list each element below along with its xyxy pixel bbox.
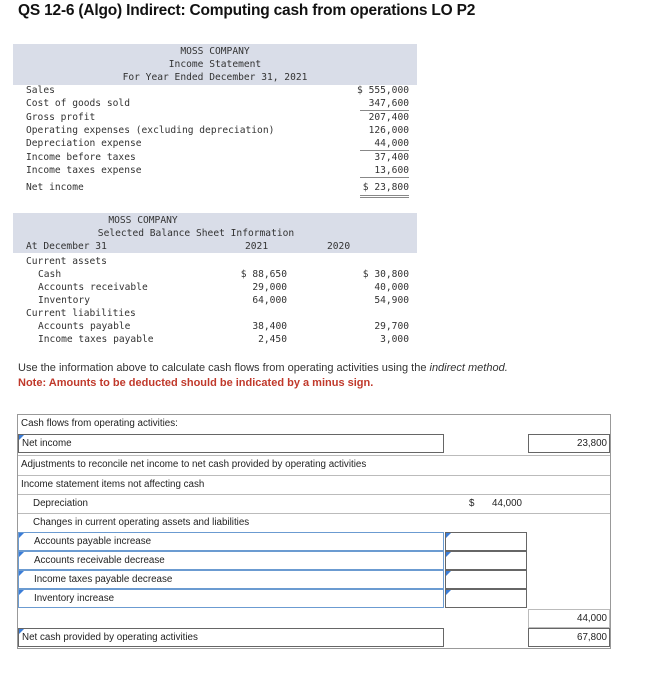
is-row-net-income (13, 182, 417, 196)
input-marker-icon (19, 590, 24, 595)
cf-noncash-row (18, 475, 610, 495)
instructions-note: Note: Amounts to be deducted should be indicated by a minus sign. (18, 377, 374, 389)
bs-col-2021: 2021 (245, 241, 269, 252)
bs-value-2021: 64,000 (252, 295, 287, 306)
input-marker-icon (19, 533, 24, 538)
bs-row-ap (13, 321, 417, 334)
bs-label: Accounts receivable (38, 282, 148, 293)
is-label: Depreciation expense (26, 138, 142, 149)
input-marker-icon (446, 571, 451, 576)
bs-label: Income taxes payable (38, 334, 154, 345)
bs-current-liabilities (13, 308, 417, 321)
net-cash-amount: 67,800 (577, 632, 607, 643)
input-marker-icon (446, 533, 451, 538)
net-income-label-input[interactable] (18, 434, 444, 453)
bs-row-itp (13, 334, 417, 347)
bs-value-2021: 38,400 (252, 321, 287, 332)
cash-flow-table (17, 414, 611, 649)
bs-col-2020: 2020 (327, 241, 351, 252)
balance-sheet-header (13, 213, 417, 253)
input-marker-icon (446, 552, 451, 557)
ap-label-input[interactable] (18, 532, 444, 551)
instructions (18, 362, 508, 374)
is-label: Income before taxes (26, 152, 136, 163)
bs-label: Cash (38, 269, 62, 280)
ap-label: Accounts payable increase (34, 536, 152, 547)
is-value: $ 23,800 (362, 182, 409, 193)
depreciation-dollar: $ (469, 498, 475, 509)
is-value: 13,600 (374, 165, 409, 176)
bs-value-2021: $ 88,650 (240, 269, 287, 280)
instructions-text: Use the information above to calculate cash flows from operating activities using the (18, 362, 430, 374)
adjust-total-input[interactable] (528, 609, 610, 628)
is-row-depreciation (13, 138, 417, 152)
page-title: QS 12-6 (Algo) Indirect: Computing cash from operations LO P2 (18, 2, 476, 19)
underline (360, 110, 409, 111)
bs-value-2021: 2,450 (258, 334, 287, 345)
cf-header: Cash flows from operating activities: (21, 418, 178, 429)
ar-label-input[interactable] (18, 551, 444, 570)
net-income-amount: 23,800 (577, 438, 607, 449)
bs-value-2020: 54,900 (374, 295, 409, 306)
net-income-label: Net income (22, 438, 72, 449)
is-value: 126,000 (368, 125, 409, 136)
inv-label: Inventory increase (34, 593, 115, 604)
is-label: Income taxes expense (26, 165, 142, 176)
depreciation-amount: 44,000 (492, 498, 522, 509)
is-row-sales (13, 85, 417, 99)
adjust-total-amount: 44,000 (577, 613, 607, 624)
bs-value-2020: 3,000 (380, 334, 409, 345)
is-label: Gross profit (26, 112, 96, 123)
underline (360, 150, 409, 151)
itp-label: Income taxes payable decrease (34, 574, 173, 585)
is-row-gross-profit (13, 112, 417, 126)
is-period: For Year Ended December 31, 2021 (122, 72, 308, 83)
inv-amount-input[interactable] (445, 589, 527, 608)
net-income-amount-input[interactable] (528, 434, 610, 453)
is-label: Net income (26, 182, 84, 193)
input-marker-icon (446, 590, 451, 595)
bs-section-label: Current liabilities (26, 308, 136, 319)
bs-value-2020: 29,700 (374, 321, 409, 332)
bs-section-label: Current assets (26, 256, 107, 267)
input-marker-icon (19, 552, 24, 557)
input-marker-icon (19, 571, 24, 576)
is-value: 37,400 (374, 152, 409, 163)
ar-label: Accounts receivable decrease (34, 555, 165, 566)
bs-value-2020: 40,000 (374, 282, 409, 293)
net-cash-amount-input[interactable] (528, 628, 610, 647)
bs-value-2021: 29,000 (252, 282, 287, 293)
is-row-opex (13, 125, 417, 139)
cf-header-row (18, 415, 610, 434)
bs-row-cash (13, 269, 417, 282)
cf-adjustments-label: Adjustments to reconcile net income to net cash provided by operating activities (21, 459, 367, 470)
itp-amount-input[interactable] (445, 570, 527, 589)
bs-current-assets (13, 256, 417, 269)
bs-company: MOSS COMPANY (108, 215, 178, 226)
is-value: 44,000 (374, 138, 409, 149)
net-cash-label: Net cash provided by operating activities (22, 632, 198, 643)
instructions-method: indirect method. (429, 362, 508, 374)
is-name: Income Statement (168, 59, 262, 70)
double-underline (360, 195, 409, 196)
ar-amount-input[interactable] (445, 551, 527, 570)
cf-changes-row (18, 513, 610, 533)
itp-label-input[interactable] (18, 570, 444, 589)
double-underline (360, 197, 409, 198)
bs-value-2020: $ 30,800 (362, 269, 409, 280)
bs-name: Selected Balance Sheet Information (97, 228, 295, 239)
cf-noncash-label: Income statement items not affecting cash (21, 479, 205, 490)
is-label: Cost of goods sold (26, 98, 130, 109)
ap-amount-input[interactable] (445, 532, 527, 551)
cf-changes-label: Changes in current operating assets and liabilities (33, 517, 250, 528)
underline (360, 177, 409, 178)
net-cash-label-input[interactable] (18, 628, 444, 647)
is-value: 347,600 (368, 98, 409, 109)
is-value: $ 555,000 (357, 85, 409, 96)
is-row-income-before-taxes (13, 152, 417, 166)
bs-date-label: At December 31 (26, 241, 107, 252)
is-value: 207,400 (368, 112, 409, 123)
income-statement-header (13, 44, 417, 85)
bs-label: Inventory (38, 295, 90, 306)
cf-depreciation-label: Depreciation (33, 498, 89, 509)
is-row-income-taxes (13, 165, 417, 179)
bs-row-ar (13, 282, 417, 295)
bs-row-inventory (13, 295, 417, 308)
cf-adjustments-row (18, 455, 610, 475)
is-row-cogs (13, 98, 417, 112)
inv-label-input[interactable] (18, 589, 444, 608)
bs-label: Accounts payable (38, 321, 131, 332)
is-label: Operating expenses (excluding depreciation) (26, 125, 275, 136)
is-company: MOSS COMPANY (180, 46, 250, 57)
is-label: Sales (26, 85, 55, 96)
